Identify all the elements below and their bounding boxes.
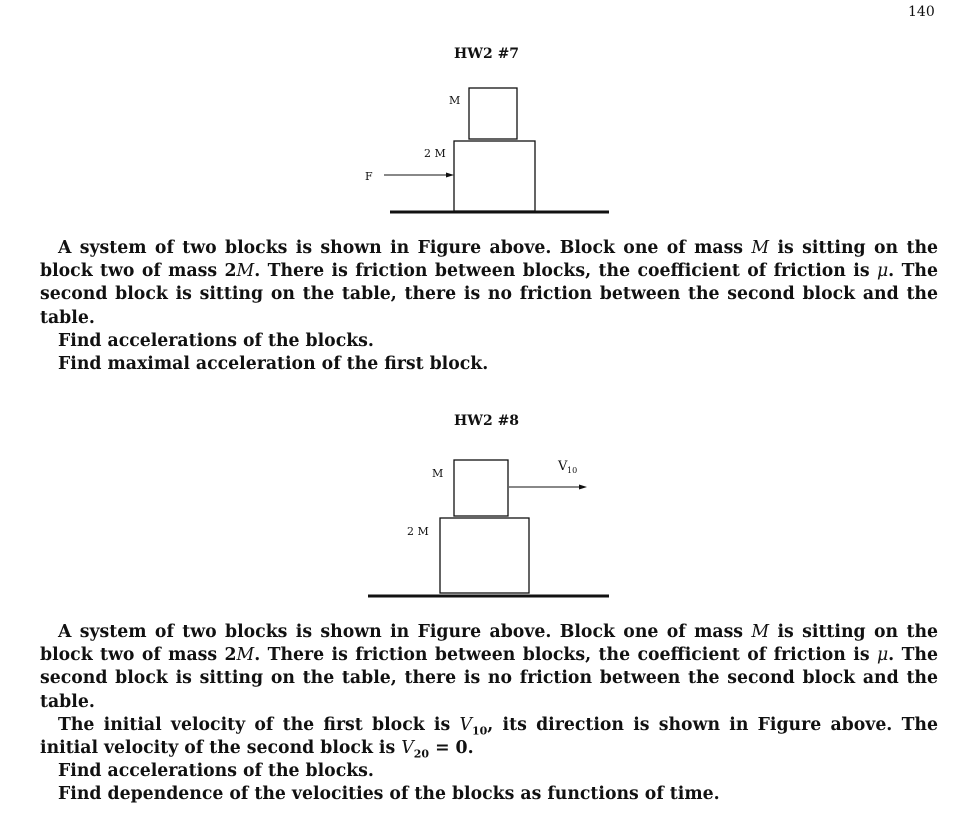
problem-8-text: A system of two blocks is shown in Figure above. Block one of mass M is sitting on the block two of mass 2M. There is friction between blocks, the coefficient of friction is μ. The second block is sitting on the table, there is no friction between the second block and the table. The initial velocity of the first block is $V_{10}$, its direction is shown in Figure above. The initial velocity of the second block is $V_{20} = 0$. Find accelerations of the blocks. Find dependence of the velocities of the blocks as functions of time. [40,622,939,805]
page-number: 140 [908,4,935,20]
bottom-block [454,141,535,211]
problem-8-figure [0,440,979,610]
problem-8-heading: HW2 #8 [454,413,520,429]
problem-7-text: A system of two blocks is shown in Figure above. Block one of mass M is sitting on the block two of mass 2M. There is friction between blocks, the coefficient of friction is μ. The second block is sitting on the table, there is no friction between the second block and the table. Find accelerations of the blocks. Find maximal acceleration of the first block. [40,238,939,375]
top-block [469,88,517,139]
label-mass-bottom: 2 M [424,147,446,160]
label-velocity: V [558,459,568,474]
problem-7-figure [0,0,979,230]
label-mass-bottom: 2 M [407,525,429,538]
force-arrow-head [446,173,454,178]
velocity-arrow-head [579,485,587,490]
label-mass-top: M [432,467,444,480]
bottom-block [440,518,529,593]
label-velocity-sub: 10 [567,466,578,475]
problem-7-heading: HW2 #7 [454,46,520,62]
top-block [454,460,508,516]
label-mass-top: M [449,94,461,107]
label-force: F [365,170,373,183]
